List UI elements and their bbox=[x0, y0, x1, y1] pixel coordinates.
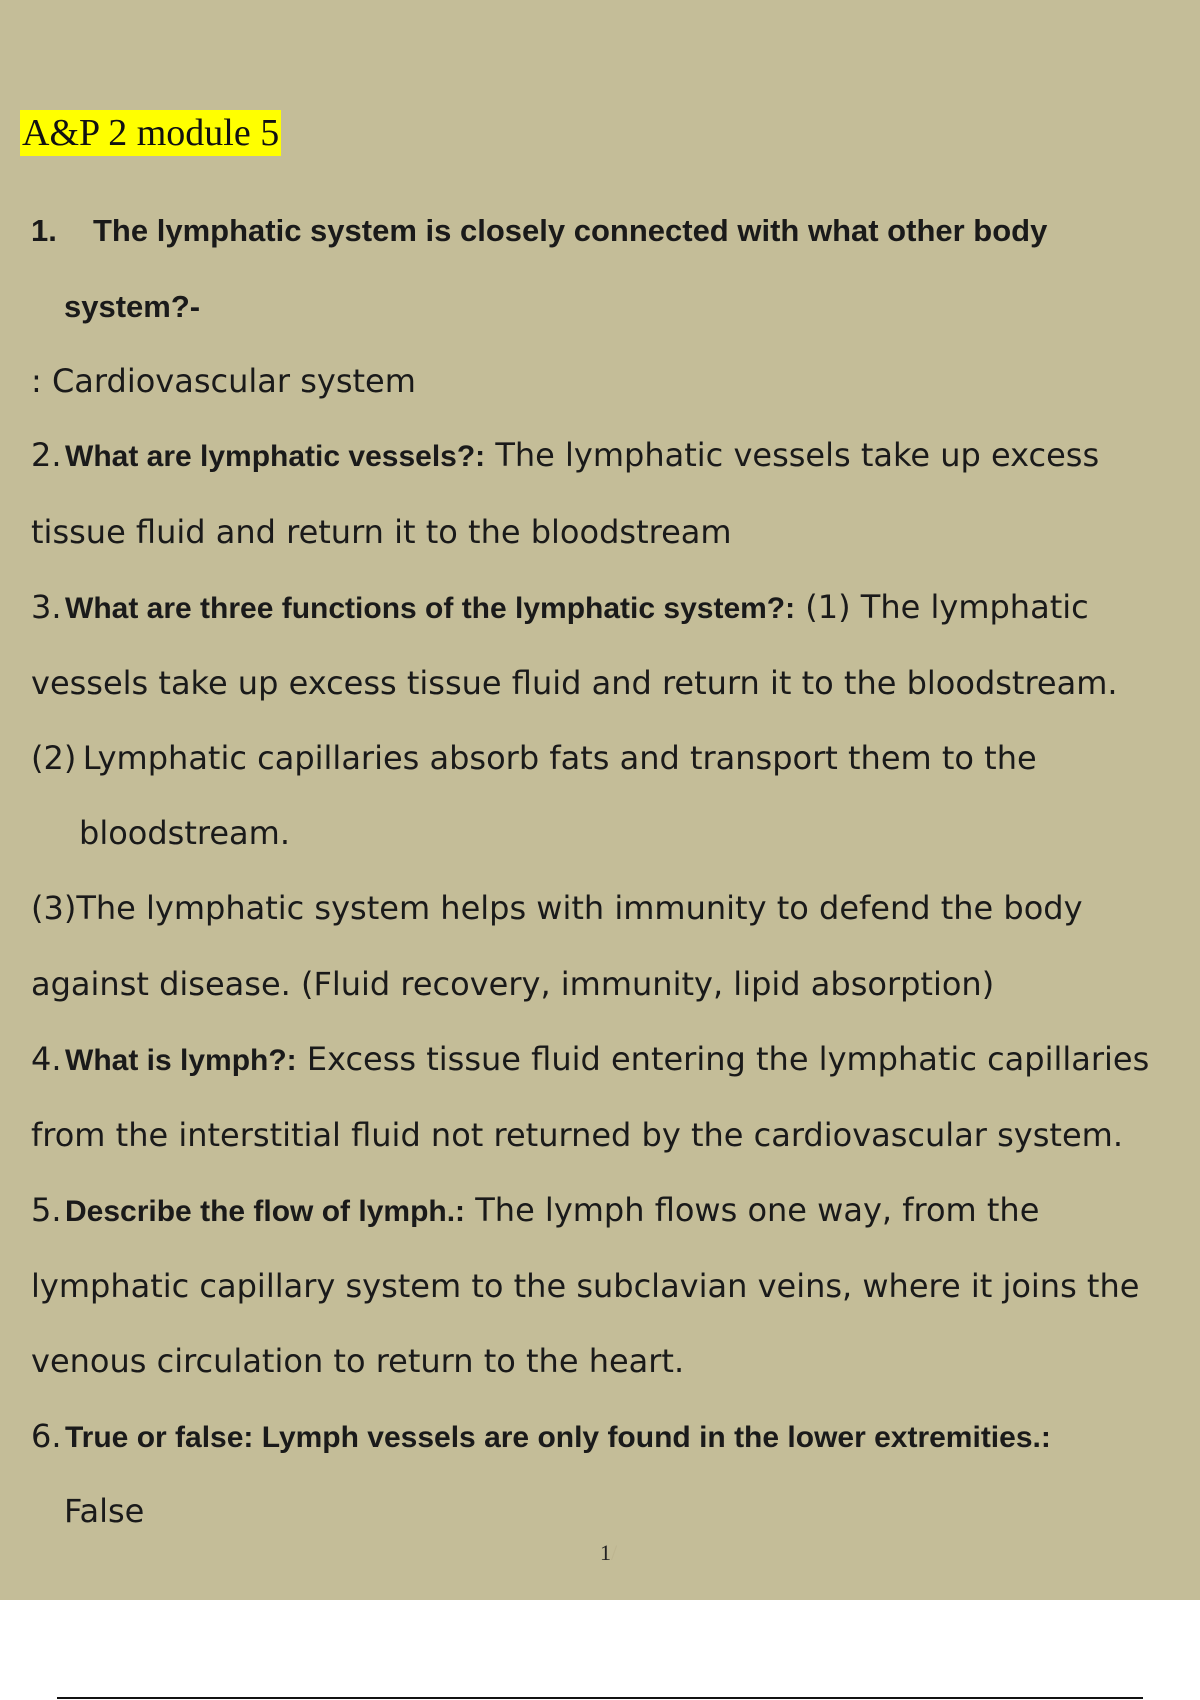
item-3-number: 3. bbox=[31, 588, 62, 626]
question-6-text: True or false: Lymph vessels are only found in the lower extremities.: bbox=[65, 1421, 1051, 1454]
question-3-text: What are three functions of the lymphatic system?: bbox=[65, 592, 796, 625]
document-title: A&P 2 module 5 bbox=[22, 112, 280, 154]
answer-3-part-4: bloodstream. bbox=[79, 814, 290, 852]
answer-1: : Cardiovascular system bbox=[31, 362, 416, 400]
item-5-number: 5. bbox=[31, 1191, 62, 1229]
item-1-number: 1. bbox=[31, 213, 57, 248]
page-number-value: 1 bbox=[600, 1540, 611, 1565]
answer-3-part-1: (1) The lymphatic bbox=[795, 588, 1089, 626]
question-1-text: The lymphatic system is closely connected with what other body bbox=[93, 213, 1048, 248]
answer-5-part-3: venous circulation to return to the heart. bbox=[31, 1342, 685, 1380]
item-3-line-1 bbox=[31, 587, 1089, 629]
answer-3-part-3: (2) Lymphatic capillaries absorb fats and transport them to the bbox=[31, 739, 1037, 777]
answer-4-part-2: from the interstitial fluid not returned by the cardiovascular system. bbox=[31, 1116, 1123, 1154]
bottom-divider bbox=[57, 1697, 1143, 1699]
question-1-line-2: system?- bbox=[64, 289, 201, 324]
answer-4-part-1: Excess tissue fluid entering the lymphatic capillaries bbox=[296, 1040, 1150, 1078]
question-4-text: What is lymph?: bbox=[65, 1044, 297, 1077]
answer-3-part-6: against disease. (Fluid recovery, immunity, lipid absorption) bbox=[31, 965, 995, 1003]
answer-3-part-5: (3)The lymphatic system helps with immunity to defend the body bbox=[31, 889, 1083, 927]
item-4-number: 4. bbox=[31, 1040, 62, 1078]
item-6-line-1 bbox=[31, 1416, 1051, 1458]
page-number bbox=[600, 1540, 617, 1566]
question-1-line-1 bbox=[31, 211, 1047, 251]
question-5-text: Describe the flow of lymph.: bbox=[65, 1195, 466, 1228]
item-5-line-1 bbox=[31, 1190, 1039, 1232]
item-6-number: 6. bbox=[31, 1417, 62, 1455]
answer-3-part-2: vessels take up excess tissue fluid and return it to the bloodstream. bbox=[31, 664, 1118, 702]
answer-5-part-1: The lymph flows one way, from the bbox=[465, 1191, 1040, 1229]
item-2-line-1 bbox=[31, 435, 1099, 477]
answer-5-part-2: lymphatic capillary system to the subclavian veins, where it joins the bbox=[31, 1267, 1140, 1305]
answer-6: False bbox=[64, 1492, 145, 1530]
question-2-text: What are lymphatic vessels?: bbox=[65, 440, 486, 473]
page-number-suffix: / bbox=[611, 1540, 618, 1565]
item-4-line-1 bbox=[31, 1039, 1149, 1081]
answer-2-part-2: tissue fluid and return it to the bloodstream bbox=[31, 513, 732, 551]
answer-2-part-1: The lymphatic vessels take up excess bbox=[485, 436, 1100, 474]
item-2-number: 2. bbox=[31, 436, 62, 474]
